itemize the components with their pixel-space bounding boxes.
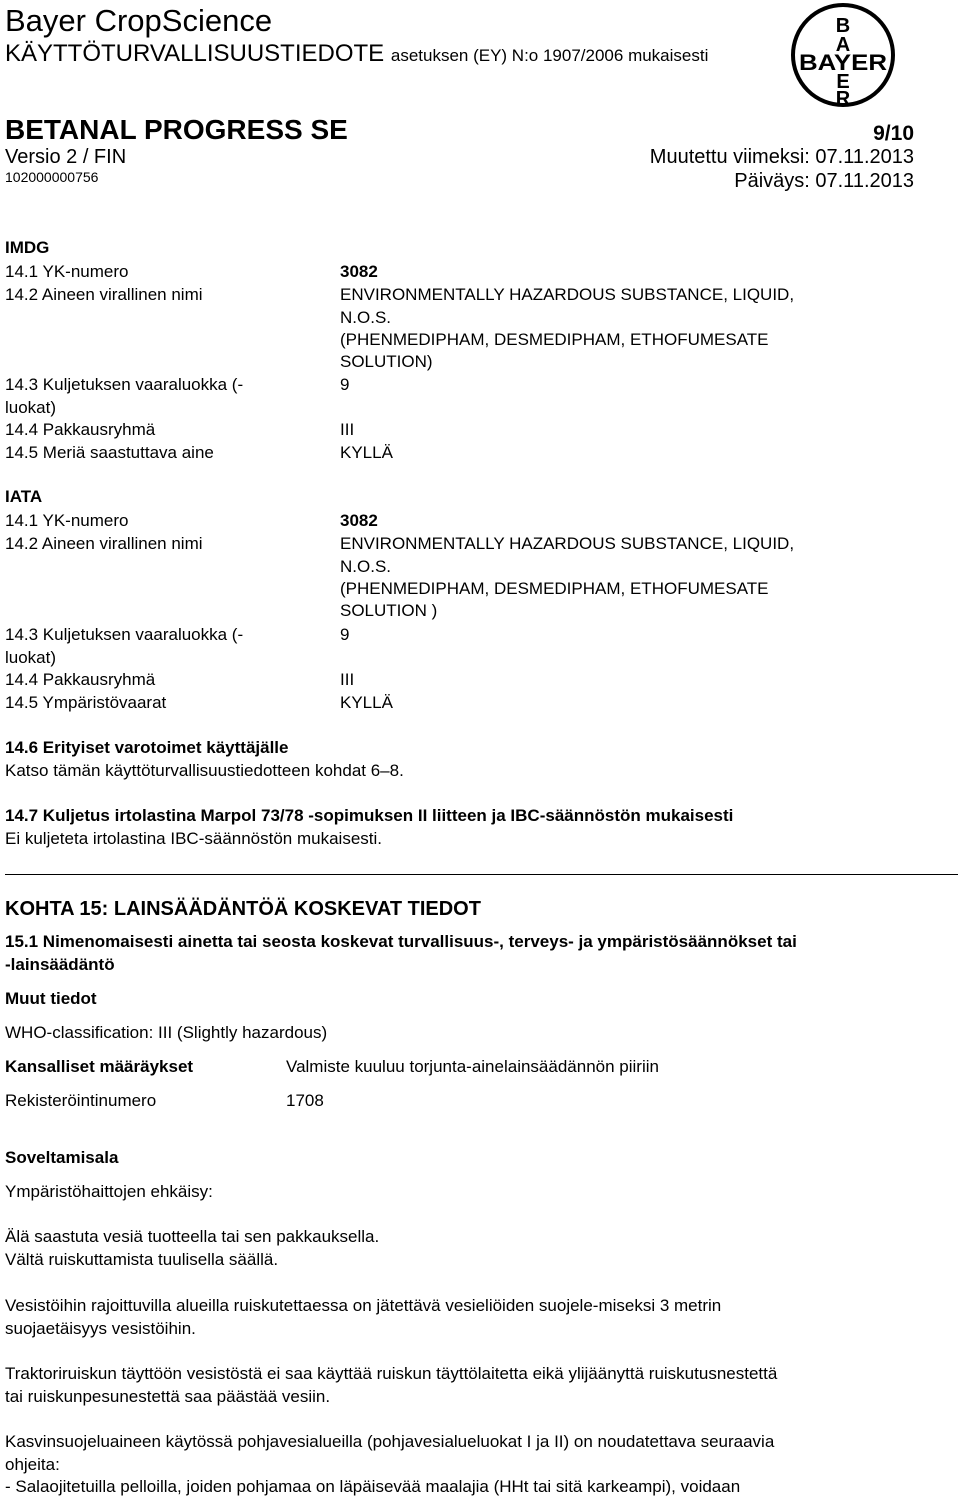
- paragraph-3-line1: Traktoriruiskun täyttöön vesistöstä ei saa käyttää ruiskun täyttölaitetta eikä ylijäänyttä ruiskutusnestettä: [5, 1364, 778, 1383]
- iata-class-value: 9: [340, 625, 350, 644]
- logo-letter-b: B: [835, 15, 851, 37]
- imdg-class-label-line1: 14.3 Kuljetuksen vaaraluokka (-: [5, 375, 244, 394]
- imdg-name-line3: (PHENMEDIPHAM, DESMEDIPHAM, ETHOFUMESATE: [340, 330, 769, 349]
- iata-name-line1: ENVIRONMENTALLY HAZARDOUS SUBSTANCE, LIQUID,: [340, 534, 795, 553]
- logo-letter-r: R: [835, 88, 851, 108]
- section15-title: KOHTA 15: LAINSÄÄDÄNTÖÄ KOSKEVAT TIEDOT: [5, 898, 481, 920]
- product-name: BETANAL PROGRESS SE: [5, 114, 348, 145]
- iata-env-label: 14.5 Ympäristövaarat: [5, 693, 167, 712]
- document-number: 102000000756: [5, 169, 99, 185]
- imdg-env-label: 14.5 Meriä saastuttava aine: [5, 443, 214, 462]
- imdg-heading: IMDG: [5, 238, 50, 257]
- iata-class-label-line2: luokat): [5, 648, 57, 667]
- s146-heading: 14.6 Erityiset varotoimet käyttäjälle: [5, 738, 289, 757]
- paragraph-2-line2: suojaetäisyys vesistöihin.: [5, 1319, 196, 1338]
- modified-date: Muutettu viimeksi: 07.11.2013: [649, 146, 914, 168]
- iata-packing-label: 14.4 Pakkausryhmä: [5, 670, 156, 689]
- paragraph-1-line1: Älä saastuta vesiä tuotteella tai sen pakkauksella.: [5, 1227, 380, 1246]
- iata-packing-value: III: [340, 670, 355, 689]
- iata-un-label: 14.1 YK-numero: [5, 511, 129, 530]
- s147-text: Ei kuljeteta irtolastina IBC-säännöstön mukaisesti.: [5, 829, 383, 848]
- imdg-packing-label: 14.4 Pakkausryhmä: [5, 420, 156, 439]
- iata-name-line3: (PHENMEDIPHAM, DESMEDIPHAM, ETHOFUMESATE: [340, 579, 769, 598]
- bayer-cross-logo-icon: [790, 2, 896, 108]
- paragraph-4-line2: ohjeita:: [5, 1455, 60, 1474]
- national-regulations-label: Kansalliset määräykset: [5, 1057, 194, 1076]
- national-regulations-value: Valmiste kuuluu torjunta-ainelainsäädännön piiriin: [286, 1057, 659, 1076]
- imdg-un-value: 3082: [340, 262, 378, 281]
- imdg-name-label: 14.2 Aineen virallinen nimi: [5, 285, 203, 304]
- imdg-name-line2: N.O.S.: [340, 308, 392, 327]
- logo-letter-e: E: [836, 71, 850, 93]
- company-name: Bayer CropScience: [5, 3, 273, 38]
- iata-class-label-line1: 14.3 Kuljetuksen vaaraluokka (-: [5, 625, 244, 644]
- paragraph-4-line1: Kasvinsuojeluaineen käytössä pohjavesialueilla (pohjavesialueluokat I ja II) on noudatettava seuraavia: [5, 1432, 775, 1451]
- iata-un-value: 3082: [340, 511, 378, 530]
- document-title: [5, 40, 708, 70]
- logo-word-bayer: BAYER: [799, 50, 888, 75]
- s151-heading-line1: 15.1 Nimenomaisesti ainetta tai seosta koskevat turvallisuus-, terveys- ja ympäristösäännökset tai: [5, 932, 797, 951]
- paragraph-1-line2: Vältä ruiskuttamista tuulisella säällä.: [5, 1250, 279, 1269]
- imdg-name-line1: ENVIRONMENTALLY HAZARDOUS SUBSTANCE, LIQUID,: [340, 285, 795, 304]
- iata-name-line4: SOLUTION ): [340, 601, 438, 620]
- registration-number: 1708: [286, 1091, 324, 1110]
- logo-letter-a: A: [835, 34, 851, 56]
- paragraph-2-line1: Vesistöihin rajoittuvilla alueilla ruiskutettaessa on jätettävä vesieliöiden suojele-miseksi 3 metrin: [5, 1296, 722, 1315]
- issue-date: Päiväys: 07.11.2013: [734, 170, 914, 192]
- imdg-name-line4: SOLUTION): [340, 352, 433, 371]
- who-classification: WHO-classification: III (Slightly hazardous): [5, 1023, 328, 1042]
- iata-heading: IATA: [5, 487, 43, 506]
- s146-text: Katso tämän käyttöturvallisuustiedotteen kohdat 6–8.: [5, 761, 404, 780]
- imdg-packing-value: III: [340, 420, 355, 439]
- paragraph-3-line2: tai ruiskunpesunestettä saa päästää vesiin.: [5, 1387, 331, 1406]
- iata-name-line2: N.O.S.: [340, 557, 392, 576]
- iata-name-label: 14.2 Aineen virallinen nimi: [5, 534, 203, 553]
- registration-label: Rekisteröintinumero: [5, 1091, 157, 1110]
- imdg-class-label-line2: luokat): [5, 398, 57, 417]
- other-info-heading: Muut tiedot: [5, 989, 97, 1008]
- imdg-class-value: 9: [340, 375, 350, 394]
- s151-heading-line2: -lainsäädäntö: [5, 955, 115, 974]
- page-number: 9/10: [873, 122, 914, 145]
- section-divider: [5, 874, 958, 875]
- regulation-text: asetuksen (EY) N:o 1907/2006 mukaisesti: [390, 46, 709, 65]
- scope-heading: Soveltamisala: [5, 1148, 119, 1167]
- paragraph-4-line3: - Salaojitetuilla pelloilla, joiden pohjamaa on läpäisevää maalajia (HHt tai sitä karkeampi), voidaan: [5, 1477, 741, 1496]
- s147-heading: 14.7 Kuljetus irtolastina Marpol 73/78 -sopimuksen II liitteen ja IBC-säännöstön mukaisesti: [5, 806, 734, 825]
- env-prevention-label: Ympäristöhaittojen ehkäisy:: [5, 1182, 213, 1201]
- version-text: Versio 2 / FIN: [5, 146, 127, 168]
- imdg-un-label: 14.1 YK-numero: [5, 262, 129, 281]
- imdg-env-value: KYLLÄ: [340, 443, 393, 462]
- doc-title-main: KÄYTTÖTURVALLISUUSTIEDOTE: [5, 40, 385, 67]
- iata-env-value: KYLLÄ: [340, 693, 393, 712]
